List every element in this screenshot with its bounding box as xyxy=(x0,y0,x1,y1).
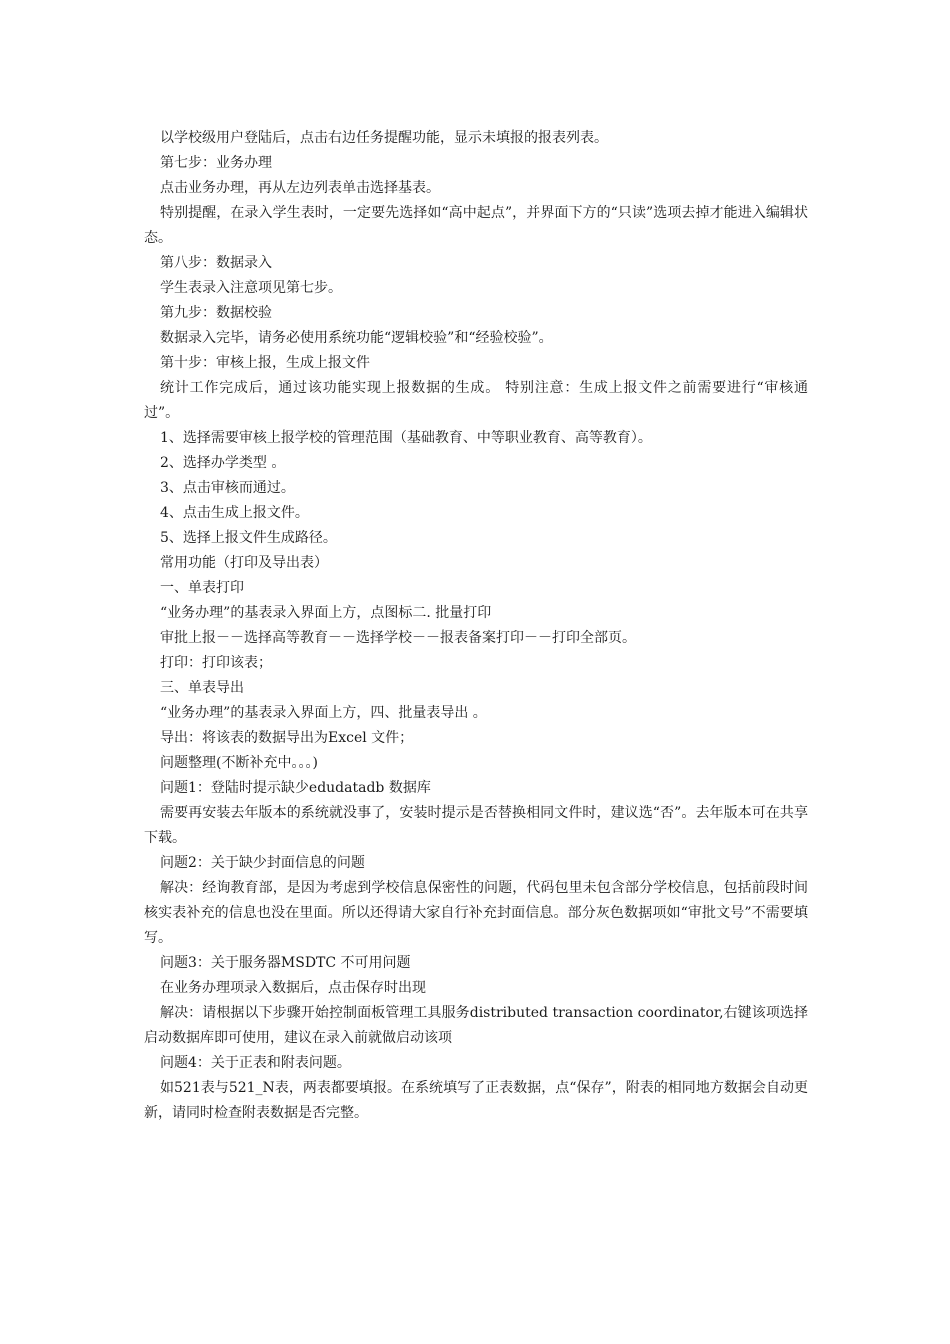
document-body xyxy=(144,126,808,1126)
step-heading: 第九步：数据校验 xyxy=(160,305,272,321)
paragraph: 解决：经询教育部，是因为考虑到学校信息保密性的问题，代码包里未包含部分学校信息，包括前段时间核实表补充的信息也没在里面。所以还得请大家自行补充封面信息。部分灰色数据项如“审批文号”不需要填写。 xyxy=(144,880,808,946)
question-heading: 问题2：关于缺少封面信息的问题 xyxy=(160,855,365,871)
subsection-heading: 三、单表导出 xyxy=(160,680,244,696)
paragraph: “业务办理”的基表录入界面上方，点图标二. 批量打印 xyxy=(160,605,492,621)
question-heading: 问题3：关于服务器MSDTC 不可用问题 xyxy=(160,955,411,971)
section-heading: 问题整理(不断补充中。。。) xyxy=(160,755,318,771)
list-item: 4、点击生成上报文件。 xyxy=(160,505,309,521)
paragraph: 需要再安装去年版本的系统就没事了，安装时提示是否替换相同文件时，建议选“否”。去年版本可在共享下载。 xyxy=(144,805,808,846)
list-item: 2、选择办学类型 。 xyxy=(160,455,286,471)
paragraph: 学生表录入注意项见第七步。 xyxy=(160,280,342,296)
paragraph: 在业务办理项录入数据后，点击保存时出现 xyxy=(160,980,426,996)
paragraph: 数据录入完毕，请务必使用系统功能“逻辑校验”和“经验校验”。 xyxy=(160,330,553,346)
list-item: 3、点击审核而通过。 xyxy=(160,480,295,496)
section-heading: 常用功能（打印及导出表） xyxy=(160,555,328,571)
paragraph: “业务办理”的基表录入界面上方，四、批量表导出 。 xyxy=(160,705,487,721)
paragraph: 特别提醒，在录入学生表时，一定要先选择如“高中起点”，并界面下方的“只读”选项去掉才能进入编辑状态。 xyxy=(144,205,808,246)
paragraph: 导出：将该表的数据导出为Excel 文件； xyxy=(160,730,414,746)
step-heading: 第八步：数据录入 xyxy=(160,255,272,271)
paragraph: 打印：打印该表； xyxy=(160,655,272,671)
paragraph: 点击业务办理，再从左边列表单击选择基表。 xyxy=(160,180,440,196)
paragraph: 审批上报－－选择高等教育－－选择学校－－报表备案打印－－打印全部页。 xyxy=(160,630,636,646)
list-item: 5、选择上报文件生成路径。 xyxy=(160,530,337,546)
paragraph: 解决：请根据以下步骤开始控制面板管理工具服务distributed transaction coordinator,右键该项选择启动数据库即可使用，建议在录入前就做启动该项 xyxy=(144,1005,808,1046)
step-heading: 第十步：审核上报，生成上报文件 xyxy=(160,355,370,371)
step-heading: 第七步：业务办理 xyxy=(160,155,272,171)
list-item: 1、选择需要审核上报学校的管理范围（基础教育、中等职业教育、高等教育）。 xyxy=(160,430,652,446)
paragraph: 以学校级用户登陆后，点击右边任务提醒功能，显示未填报的报表列表。 xyxy=(160,130,608,146)
question-heading: 问题1：登陆时提示缺少edudatadb 数据库 xyxy=(160,780,431,796)
paragraph: 统计工作完成后，通过该功能实现上报数据的生成。 特别注意：生成上报文件之前需要进行“审核通过”。 xyxy=(144,380,808,421)
subsection-heading: 一、单表打印 xyxy=(160,580,244,596)
paragraph: 如521表与521_N表，两表都要填报。在系统填写了正表数据，点“保存”，附表的相同地方数据会自动更新，请同时检查附表数据是否完整。 xyxy=(144,1080,808,1121)
question-heading: 问题4：关于正表和附表问题。 xyxy=(160,1055,351,1071)
